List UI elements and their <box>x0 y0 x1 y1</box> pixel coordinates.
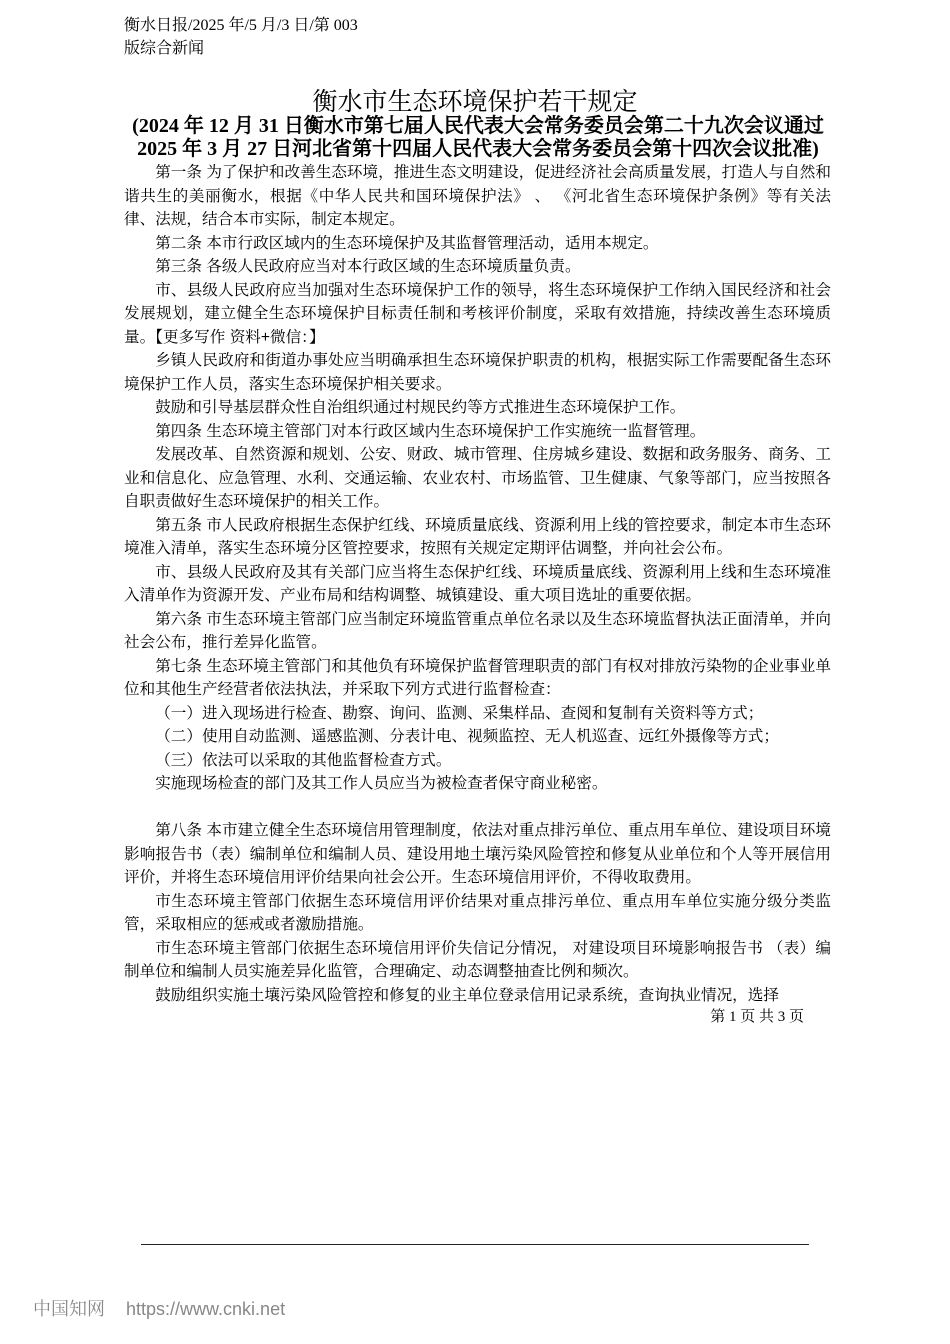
paragraph: 市生态环境主管部门依据生态环境信用评价失信记分情况， 对建设项目环境影响报告书 （表）编制单位和编制人员实施差异化监管，合理确定、动态调整抽查比例和频次。 <box>124 939 831 980</box>
document-subtitle <box>118 115 838 161</box>
subtitle-line-1: (2024 年 12 月 31 日衡水市第七届人民代表大会常务委员会第二十九次会议通过 <box>132 115 824 137</box>
blank-line <box>124 796 831 820</box>
footer <box>33 1295 285 1321</box>
paragraph: 第六条 市生态环境主管部门应当制定环境监管重点单位名录以及生态环境监督执法正面清单，并向社会公布，推行差异化监管。 <box>124 610 831 651</box>
paragraph: 市生态环境主管部门依据生态环境信用评价结果对重点排污单位、重点用车单位实施分级分类监管，采取相应的惩戒或者激励措施。 <box>124 892 831 933</box>
cnki-url-link[interactable]: https://www.cnki.net <box>126 1299 286 1319</box>
paragraph: 第二条 本市行政区域内的生态环境保护及其监督管理活动，适用本规定。 <box>155 234 659 252</box>
paragraph: （二）使用自动监测、遥感监测、分表计电、视频监控、无人机巡查、远红外摄像等方式； <box>155 728 779 745</box>
source-line-1: 衡水日报/2025 年/5 月/3 日/第 003 <box>124 17 358 34</box>
paragraph: 第四条 生态环境主管部门对本行政区域内生态环境保护工作实施统一监督管理。 <box>155 422 706 440</box>
paragraph: 鼓励组织实施土壤污染风险管控和修复的业主单位登录信用记录系统，查询执业情况，选择 <box>155 986 779 1004</box>
paragraph: 第一条 为了保护和改善生态环境，推进生态文明建设，促进经济社会高质量发展，打造人与自然和谐共生的美丽衡水，根据《中华人民共和国环境保护法》 、 《河北省生态环境保护条例》等有关法律、法规，结合本市实际，制定本规定。 <box>124 164 831 228</box>
cnki-logo-text: 中国知网 <box>33 1299 105 1319</box>
page-number: 第 1 页 共 3 页 <box>710 1009 804 1025</box>
source-header <box>124 14 358 60</box>
paragraph: 市、县级人民政府应当加强对生态环境保护工作的领导，将生态环境保护工作纳入国民经济和社会发展规划，建立健全生态环境保护目标责任制和考核评价制度，采取有效措施，持续改善生态环境质量。【更多写作 资料+微信：】 <box>124 281 831 346</box>
paragraph: （三）依法可以采取的其他监督检查方式。 <box>155 751 452 769</box>
document-body <box>124 161 831 1007</box>
paragraph: 第七条 生态环境主管部门和其他负有环境保护监督管理职责的部门有权对排放污染物的企业事业单位和其他生产经营者依法执法，并采取下列方式进行监督检查： <box>124 657 831 698</box>
paragraph: 发展改革、自然资源和规划、公安、财政、城市管理、住房城乡建设、数据和政务服务、商务、工业和信息化、应急管理、水利、交通运输、农业农村、市场监管、卫生健康、气象等部门，应当按照各自职责做好生态环境保护的相关工作。 <box>124 446 831 510</box>
paragraph: 实施现场检查的部门及其工作人员应当为被检查者保守商业秘密。 <box>155 775 608 792</box>
paragraph: 乡镇人民政府和街道办事处应当明确承担生态环境保护职责的机构，根据实际工作需要配备生态环境保护工作人员，落实生态环境保护相关要求。 <box>124 352 831 393</box>
subtitle-line-2: 2025 年 3 月 27 日河北省第十四届人民代表大会常务委员会第十四次会议批准) <box>137 138 819 160</box>
paragraph: 第五条 市人民政府根据生态保护红线、环境质量底线、资源利用上线的管控要求，制定本市生态环境准入清单，落实生态环境分区管控要求，按照有关规定定期评估调整，并向社会公布。 <box>124 516 831 557</box>
document-title: 衡水市生态环境保护若干规定 <box>312 88 638 116</box>
paragraph: 第三条 各级人民政府应当对本行政区域的生态环境质量负责。 <box>155 258 581 275</box>
paragraph: 第八条 本市建立健全生态环境信用管理制度，依法对重点排污单位、重点用车单位、建设项目环境影响报告书（表）编制单位和编制人员、建设用地土壤污染风险管控和修复从业单位和个人等开展信用评价，并将生态环境信用评价结果向社会公开。生态环境信用评价，不得收取费用。 <box>124 822 831 886</box>
footer-divider <box>141 1244 809 1245</box>
paragraph: （一）进入现场进行检查、勘察、询问、监测、采集样品、查阅和复制有关资料等方式； <box>155 704 764 722</box>
source-line-2: 版综合新闻 <box>124 40 205 57</box>
paragraph: 鼓励和引导基层群众性自治组织通过村规民约等方式推进生态环境保护工作。 <box>155 399 686 416</box>
paragraph: 市、县级人民政府及其有关部门应当将生态保护红线、环境质量底线、资源利用上线和生态环境准入清单作为资源开发、产业布局和结构调整、城镇建设、重大项目选址的重要依据。 <box>124 563 831 604</box>
